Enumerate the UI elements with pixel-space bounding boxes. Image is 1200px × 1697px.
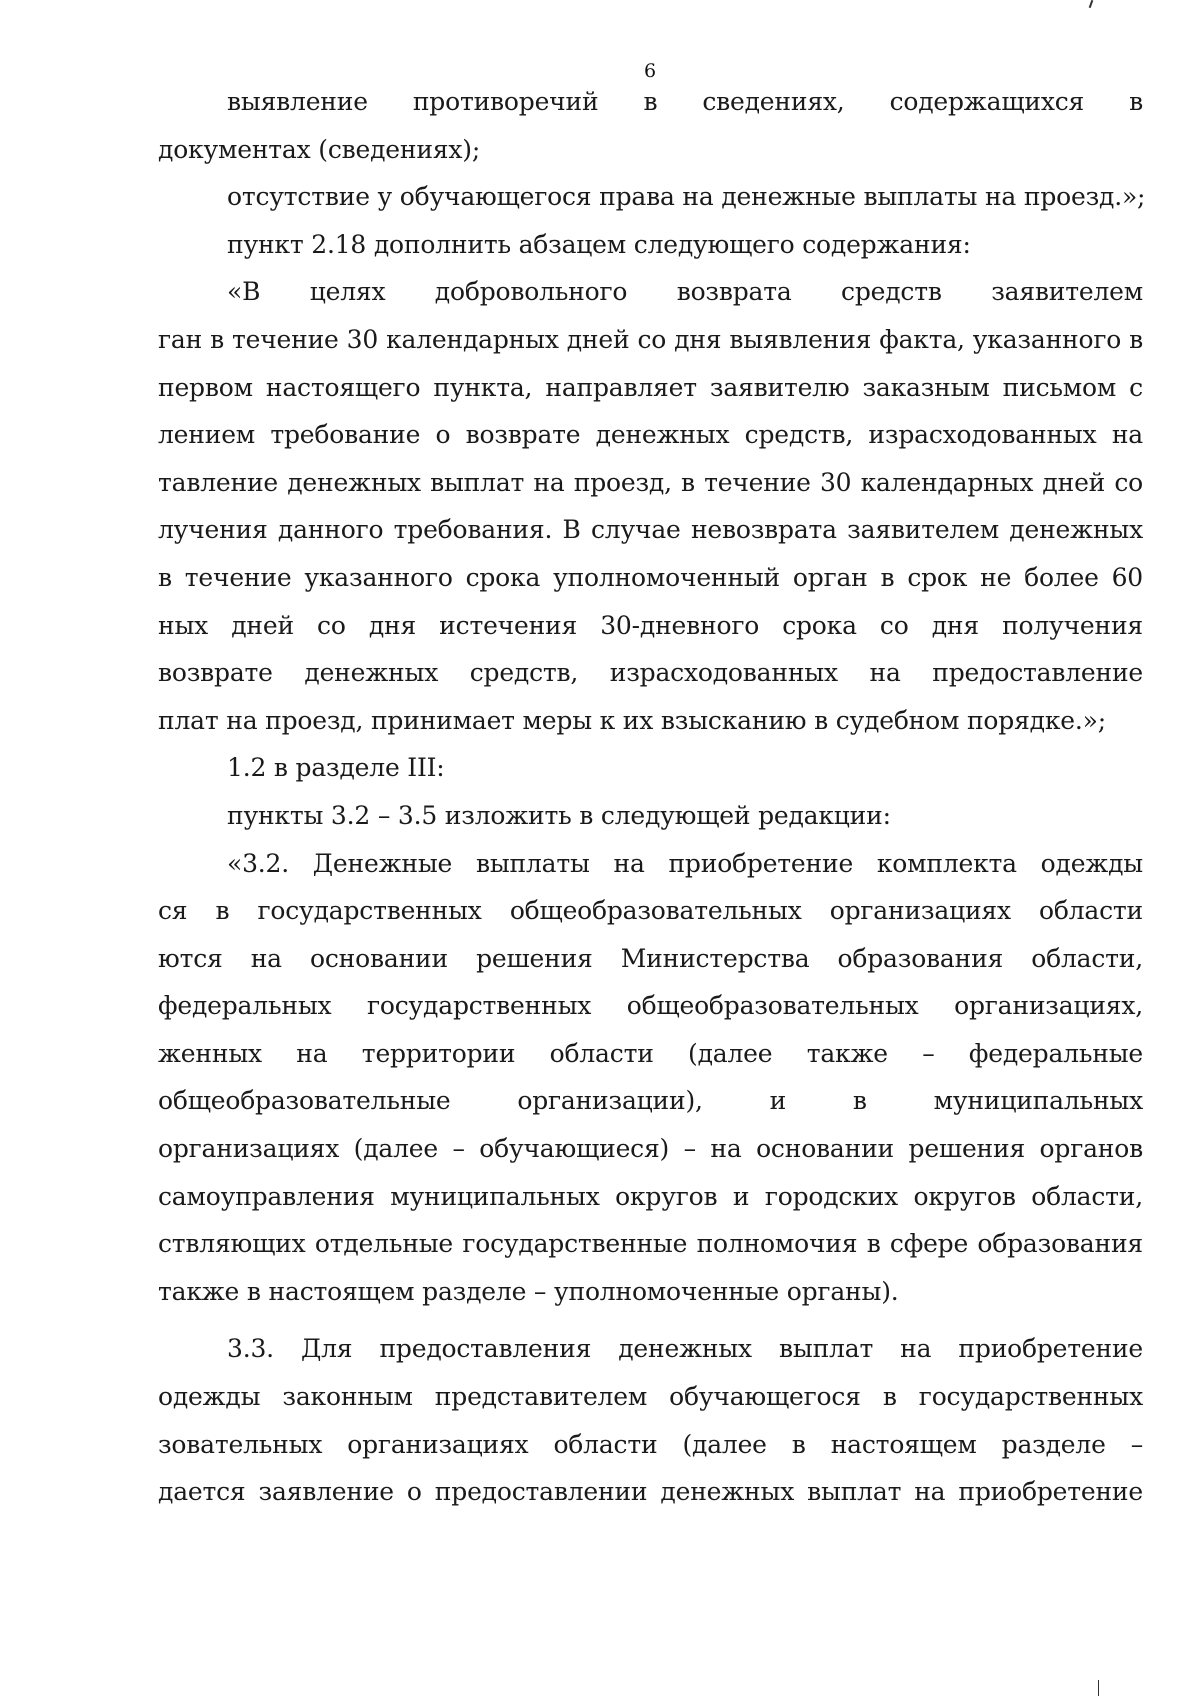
text-line: также в настоящем разделе – уполномоченные органы). <box>158 1276 899 1306</box>
text-line: ся в государственных общеобразовательных организациях области <box>158 896 1143 926</box>
text-line: общеобразовательные организации), и в муниципальных <box>158 1086 1143 1116</box>
scan-mark-top <box>1089 0 1094 8</box>
text-line: тавление денежных выплат на проезд, в течение 30 календарных дней со <box>158 467 1143 497</box>
scan-mark-bottom <box>1098 1680 1099 1696</box>
text-line: федеральных государственных общеобразовательных организациях, <box>158 991 1143 1021</box>
text-line: пункты 3.2 – 3.5 изложить в следующей редакции: <box>227 800 891 830</box>
text-line: дается заявление о предоставлении денежных выплат на приобретение <box>158 1477 1143 1507</box>
text-line: лучения данного требования. В случае невозврата заявителем денежных <box>158 515 1143 545</box>
text-line: пункт 2.18 дополнить абзацем следующего содержания: <box>227 229 971 259</box>
text-line: «3.2. Денежные выплаты на приобретение комплекта одежды <box>227 848 1143 878</box>
document-body <box>158 78 1146 1516</box>
text-line: первом настоящего пункта, направляет заявителю заказным письмом с <box>158 372 1143 402</box>
text-line: ствляющих отдельные государственные полномочия в сфере образования <box>158 1229 1143 1259</box>
text-line: организациях (далее – обучающиеся) – на основании решения органов <box>158 1134 1143 1164</box>
text-line: в течение указанного срока уполномоченный орган в срок не более 60 <box>158 562 1143 592</box>
text-line: одежды законным представителем обучающегося в государственных <box>158 1382 1143 1412</box>
text-line: документах (сведениях); <box>158 134 481 164</box>
text-line: лением требование о возврате денежных средств, израсходованных на <box>158 420 1143 450</box>
text-line: женных на территории области (далее также – федеральные <box>158 1038 1143 1068</box>
text-line: ных дней со дня истечения 30-дневного срока со дня получения <box>158 610 1143 640</box>
paragraph-gap <box>158 1315 1143 1325</box>
text-line: возврате денежных средств, израсходованных на предоставление <box>158 658 1143 688</box>
text-line: ются на основании решения Министерства образования области, <box>158 943 1143 973</box>
text-line: отсутствие у обучающегося права на денежные выплаты на проезд.»; <box>227 182 1146 212</box>
text-line: самоуправления муниципальных округов и городских округов области, <box>158 1181 1143 1211</box>
page-number: 6 <box>643 60 657 82</box>
text-line: «В целях добровольного возврата средств заявителем <box>227 277 1143 307</box>
text-line: зовательных организациях области (далее в настоящем разделе – <box>158 1429 1143 1459</box>
text-line: выявление противоречий в сведениях, содержащихся в <box>227 87 1143 116</box>
text-line: плат на проезд, принимает меры к их взысканию в судебном порядке.»; <box>158 705 1106 735</box>
text-line: 1.2 в разделе III: <box>227 753 445 783</box>
text-line: 3.3. Для предоставления денежных выплат на приобретение <box>227 1334 1143 1364</box>
text-line: ган в течение 30 календарных дней со дня выявления факта, указанного в <box>158 324 1143 354</box>
